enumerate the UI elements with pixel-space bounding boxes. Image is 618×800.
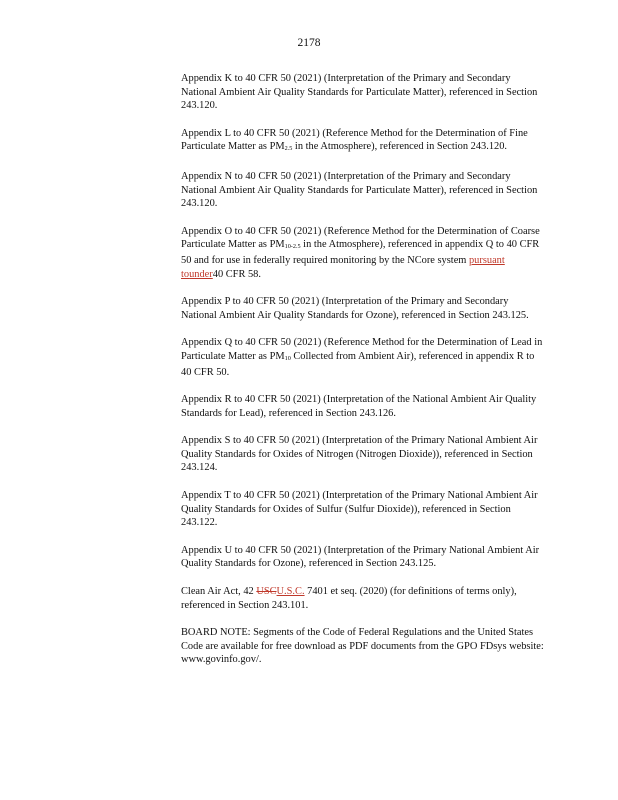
- clean-air-act-text-end: 7401 et seq. (2020) (for definitions of terms only), referenced in Section 243.101.: [181, 586, 517, 611]
- paragraph-appendix-r: Appendix R to 40 CFR 50 (2021) (Interpretation of the National Ambient Air Quality Standards for Lead), referenced in Section 243.126.: [181, 394, 537, 419]
- inserted-text: U.S.C.: [276, 586, 305, 598]
- paragraph-appendix-u: Appendix U to 40 CFR 50 (2021) (Interpretation of the Primary National Ambient Air Quality Standards for Ozone), referenced in Section 243.125.: [181, 544, 540, 570]
- document-body: [181, 72, 546, 681]
- paragraph-appendix-t: Appendix T to 40 CFR 50 (2021) (Interpretation of the Primary National Ambient Air Quality Standards for Oxides of Sulfur (Sulfur Dioxide)), referenced in Section 243.122.: [181, 490, 538, 529]
- paragraph-appendix-k: Appendix K to 40 CFR 50 (2021) (Interpretation of the Primary and Secondary National Ambient Air Quality Standards for Particulate Matter), referenced in Section 243.120.: [181, 73, 538, 112]
- appendix-l-text: Appendix L to 40 CFR 50 (2021) (Reference Method for the Determination of Fine Particulate Matter as PM: [181, 127, 528, 153]
- pm-subscript: 10: [284, 354, 291, 362]
- inserted-text: pursuant to: [181, 254, 505, 280]
- pm-subscript: 2.5: [284, 145, 293, 153]
- page-number: 2178: [297, 37, 321, 49]
- appendix-l-text-end: in the Atmosphere), referenced in Section 243.120.: [292, 141, 508, 153]
- paragraph-appendix-p: Appendix P to 40 CFR 50 (2021) (Interpretation of the Primary and Secondary National Ambient Air Quality Standards for Ozone), referenced in Section 243.125.: [181, 296, 529, 321]
- pm-subscript: 10-2.5: [284, 243, 301, 251]
- paragraph-appendix-s: Appendix S to 40 CFR 50 (2021) (Interpretation of the Primary National Ambient Air Quality Standards for Oxides of Nitrogen (Nitrogen Dioxide)), referenced in Section 243.124.: [181, 435, 538, 474]
- inserted-text: under: [189, 268, 213, 280]
- clean-air-act-text: Clean Air Act, 42: [181, 586, 257, 598]
- appendix-q-text: Appendix Q to 40 CFR 50 (2021) (Reference Method for the Determination of Lead in Particulate Matter as PM: [181, 337, 543, 362]
- appendix-o-text: Appendix O to 40 CFR 50 (2021) (Reference Method for the Determination of Coarse Particulate Matter as PM: [181, 225, 540, 251]
- paragraph-appendix-n: Appendix N to 40 CFR 50 (2021) (Interpretation of the Primary and Secondary National Ambient Air Quality Standards for Particulate Matter), referenced in Section 243.120.: [181, 170, 538, 210]
- board-note: BOARD NOTE: Segments of the Code of Federal Regulations and the United States Code are available for free download as PDF documents from the GPO FDsys website: www.govinfo.gov/.: [181, 627, 544, 666]
- paragraph-clean-air-act: [181, 585, 546, 612]
- appendix-q-text-end: Collected from Ambient Air), referenced in appendix R to 40 CFR 50.: [181, 350, 535, 378]
- appendix-o-text-end: 40 CFR 58.: [212, 268, 261, 280]
- appendix-o-text-mid: in the Atmosphere), referenced in appendix Q to 40 CFR 50 and for use in federally required monitoring by the NCore system: [181, 239, 540, 266]
- paragraph-appendix-l: [181, 127, 546, 156]
- paragraph-appendix-o: [181, 225, 546, 281]
- deleted-text: USC: [256, 586, 277, 598]
- paragraph-appendix-q: [181, 336, 546, 379]
